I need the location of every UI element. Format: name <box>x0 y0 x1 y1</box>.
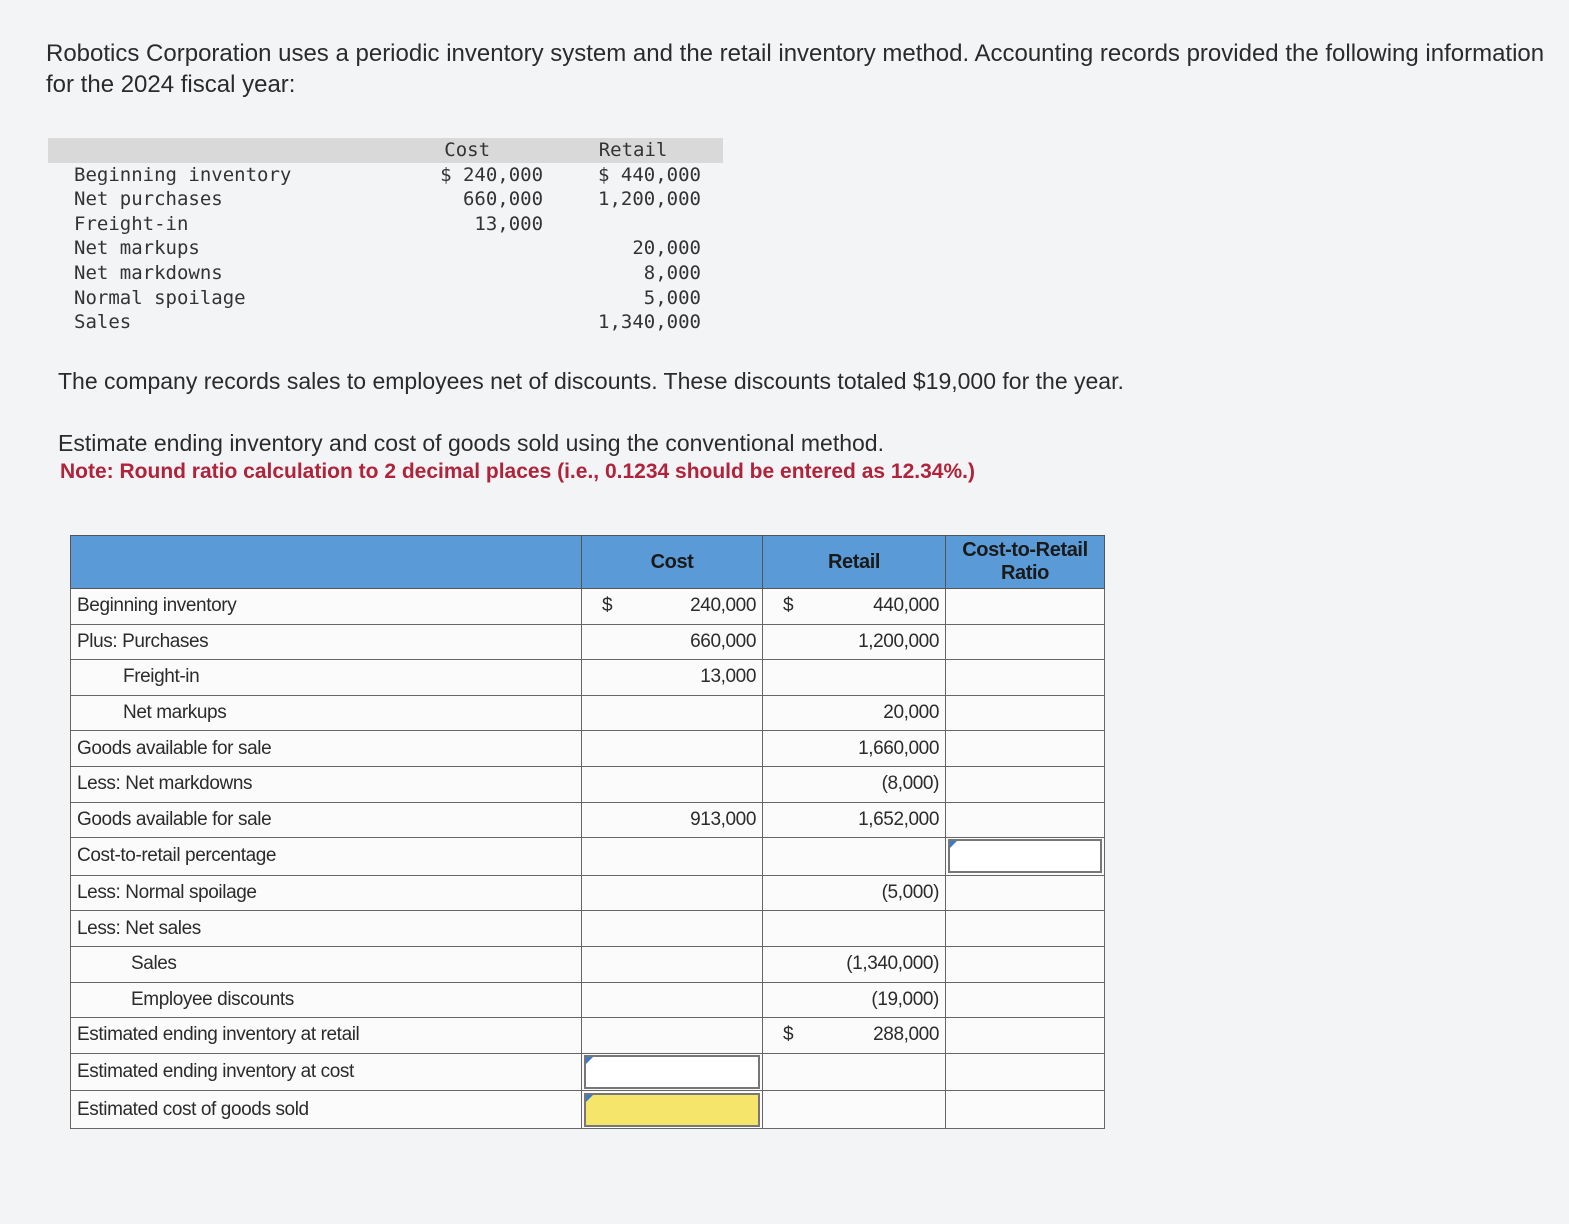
worksheet-row-net-sales <box>71 911 1105 947</box>
given-cost <box>391 310 543 335</box>
row-label: Less: Net markdowns <box>71 766 582 802</box>
ratio-cell <box>946 1018 1105 1054</box>
given-cost: 660,000 <box>462 188 544 211</box>
retail-value: 1,660,000 <box>763 731 946 767</box>
given-cost <box>391 236 543 261</box>
row-label: Net markups <box>71 695 582 731</box>
given-label: Net purchases <box>74 188 223 211</box>
ratio-cell <box>946 946 1105 982</box>
retail-value: (8,000) <box>763 766 946 802</box>
currency-symbol: $ <box>783 595 794 617</box>
given-row <box>48 310 723 335</box>
cost-value: 240,000 <box>690 595 756 617</box>
retail-value: 1,652,000 <box>763 802 946 838</box>
given-label: Normal spoilage <box>74 286 246 309</box>
retail-value: 20,000 <box>763 695 946 731</box>
ratio-cell <box>946 731 1105 767</box>
row-label: Beginning inventory <box>71 589 582 625</box>
row-label: Employee discounts <box>71 982 582 1018</box>
given-row <box>48 187 723 212</box>
ending-inventory-cost-input[interactable] <box>584 1055 760 1089</box>
retail-value: (1,340,000) <box>763 946 946 982</box>
cost-value: 913,000 <box>582 802 763 838</box>
ratio-cell <box>946 802 1105 838</box>
ratio-cell <box>946 660 1105 696</box>
given-retail: 8,000 <box>643 261 701 284</box>
given-label: Sales <box>74 311 132 334</box>
worksheet-row-net-markups <box>71 695 1105 731</box>
given-header-retail: Retail <box>543 138 723 163</box>
given-cost <box>391 286 543 311</box>
problem-intro: Robotics Corporation uses a periodic inventory system and the retail inventory method. Accounting records provided the following information for the 2024 fiscal year: <box>46 40 1545 98</box>
retail-value: 440,000 <box>873 595 939 617</box>
cost-of-goods-sold-input[interactable] <box>584 1093 760 1127</box>
retail-cell <box>763 1018 946 1054</box>
cost-value: 13,000 <box>582 660 763 696</box>
row-label: Goods available for sale <box>71 731 582 767</box>
retail-value <box>763 1091 946 1129</box>
currency-symbol: $ <box>602 595 613 617</box>
ratio-cell <box>946 1053 1105 1091</box>
given-retail: 1,200,000 <box>598 188 701 211</box>
worksheet-row-normal-spoilage <box>71 875 1105 911</box>
retail-value <box>763 1053 946 1091</box>
given-label: Net markdowns <box>74 261 223 284</box>
retail-value: 1,200,000 <box>763 624 946 660</box>
given-row <box>48 163 723 188</box>
retail-cell <box>763 589 946 625</box>
ratio-cell <box>946 589 1105 625</box>
given-cost <box>391 261 543 286</box>
row-label: Estimated ending inventory at cost <box>71 1053 582 1091</box>
worksheet-row-goods-available <box>71 731 1105 767</box>
ratio-cell <box>946 875 1105 911</box>
worksheet-row-beginning-inventory <box>71 589 1105 625</box>
worksheet-header-row <box>71 536 1105 589</box>
given-retail: 20,000 <box>632 237 701 260</box>
given-label: Beginning inventory <box>74 163 292 186</box>
row-label: Cost-to-retail percentage <box>71 838 582 876</box>
cost-cell <box>582 1053 763 1091</box>
worksheet-header-cost: Cost <box>582 536 763 589</box>
given-row <box>48 286 723 311</box>
given-label: Freight-in <box>74 212 189 235</box>
cost-value <box>582 875 763 911</box>
retail-value: 288,000 <box>873 1024 939 1046</box>
worksheet-row-ending-inventory-retail <box>71 1018 1105 1054</box>
row-label: Estimated ending inventory at retail <box>71 1018 582 1054</box>
worksheet-row-ending-inventory-cost <box>71 1053 1105 1091</box>
worksheet-header-blank <box>71 536 582 589</box>
worksheet-row-freight-in <box>71 660 1105 696</box>
instruction-text: Estimate ending inventory and cost of goods sold using the conventional method. <box>58 430 884 456</box>
worksheet-header-ratio: Cost-to-Retail Ratio <box>946 536 1105 589</box>
cost-value <box>582 838 763 876</box>
given-row <box>48 261 723 286</box>
ratio-cell <box>946 982 1105 1018</box>
given-data-table <box>48 138 723 335</box>
worksheet-row-sales <box>71 946 1105 982</box>
row-label: Less: Normal spoilage <box>71 875 582 911</box>
ratio-cell <box>946 695 1105 731</box>
worksheet-row-net-markdowns <box>71 766 1105 802</box>
retail-value <box>763 660 946 696</box>
row-label: Estimated cost of goods sold <box>71 1091 582 1129</box>
given-label: Net markups <box>74 237 200 260</box>
retail-value: (19,000) <box>763 982 946 1018</box>
worksheet-row-employee-discounts <box>71 982 1105 1018</box>
given-row <box>48 212 723 237</box>
cost-value <box>582 695 763 731</box>
ratio-cell <box>946 624 1105 660</box>
worksheet-row-cost-of-goods-sold <box>71 1091 1105 1129</box>
cost-value <box>582 946 763 982</box>
retail-value: (5,000) <box>763 875 946 911</box>
row-label: Less: Net sales <box>71 911 582 947</box>
row-label: Sales <box>71 946 582 982</box>
cost-to-retail-ratio-input[interactable] <box>948 839 1102 873</box>
row-label: Goods available for sale <box>71 802 582 838</box>
cost-value <box>582 911 763 947</box>
worksheet-row-goods-available-2 <box>71 802 1105 838</box>
retail-value <box>763 911 946 947</box>
row-label: Freight-in <box>71 660 582 696</box>
given-retail: 1,340,000 <box>598 311 701 334</box>
ratio-cell <box>946 1091 1105 1129</box>
cost-value <box>582 731 763 767</box>
cost-value <box>582 982 763 1018</box>
given-cost: 13,000 <box>474 212 544 235</box>
ratio-cell <box>946 838 1105 876</box>
given-retail: $ 440,000 <box>598 163 701 186</box>
cost-value <box>582 766 763 802</box>
given-cost: $ 240,000 <box>440 163 544 186</box>
worksheet-row-cost-to-retail <box>71 838 1105 876</box>
currency-symbol: $ <box>783 1024 794 1046</box>
given-row <box>48 236 723 261</box>
rounding-note: Note: Round ratio calculation to 2 decimal places (i.e., 0.1234 should be entered as 12.34%.) <box>60 460 975 483</box>
cost-cell <box>582 1091 763 1129</box>
worksheet-header-retail: Retail <box>763 536 946 589</box>
employee-discount-text: The company records sales to employees net of discounts. These discounts totaled $19,000 for the year. <box>58 368 1124 394</box>
retail-method-worksheet <box>70 535 1105 1129</box>
ratio-cell <box>946 766 1105 802</box>
cost-value <box>582 1018 763 1054</box>
cost-value: 660,000 <box>582 624 763 660</box>
ratio-cell <box>946 911 1105 947</box>
row-label: Plus: Purchases <box>71 624 582 660</box>
given-retail <box>543 212 723 237</box>
worksheet-row-purchases <box>71 624 1105 660</box>
given-header-cost: Cost <box>391 138 543 163</box>
given-retail: 5,000 <box>643 286 701 309</box>
cost-cell <box>582 589 763 625</box>
retail-value <box>763 838 946 876</box>
